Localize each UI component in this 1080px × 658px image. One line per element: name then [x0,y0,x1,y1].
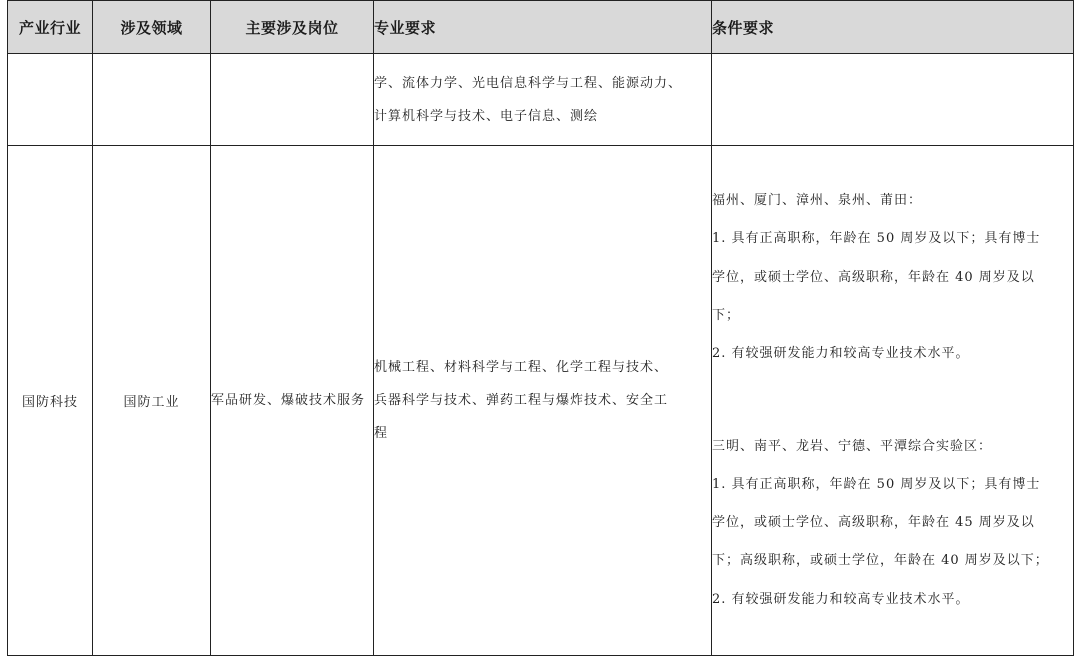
table-row-defense [8,146,1074,656]
table-header-row [8,1,1074,54]
major-line: 机械工程、材料科学与工程、化学工程与技术、 [374,360,669,375]
conditions-line: 下；高级职称，或硕士学位，年龄在 40 周岁及以下； [712,553,1049,569]
header-positions: 主要涉及岗位 [211,1,374,54]
conditions-line: 学位，或硕士学位、高级职称，年龄在 40 周岁及以 [712,269,1035,285]
conditions-group-inland [712,428,1073,619]
cell-industry-empty [8,54,93,146]
header-major: 专业要求 [374,1,712,54]
conditions-line: 2. 有较强研发能力和较高专业技术水平。 [712,346,970,362]
major-line: 兵器科学与技术、弹药工程与爆炸技术、安全工 [374,393,669,408]
major-line: 程 [374,426,389,441]
cell-field: 国防工业 [93,146,211,656]
cell-conditions-empty [712,54,1074,146]
cell-positions: 军品研发、爆破技术服务 [211,146,374,656]
cell-conditions [712,146,1074,656]
paragraph-gap [712,374,1073,428]
cell-industry: 国防科技 [8,146,93,656]
conditions-line: 1. 具有正高职称，年龄在 50 周岁及以下；具有博士 [712,231,1041,247]
table-row-continued [8,54,1074,146]
talent-requirements-table [7,0,1074,656]
conditions-line: 下； [712,307,741,323]
header-industry: 产业行业 [8,1,93,54]
header-conditions: 条件要求 [712,1,1074,54]
conditions-line: 2. 有较强研发能力和较高专业技术水平。 [712,591,970,607]
major-line: 计算机科学与技术、电子信息、测绘 [374,108,599,124]
conditions-line: 学位，或硕士学位、高级职称，年龄在 45 周岁及以 [712,515,1035,531]
cell-positions-empty [211,54,374,146]
conditions-group-coastal [712,182,1073,373]
cell-major [374,146,712,656]
conditions-region: 三明、南平、龙岩、宁德、平潭综合实验区： [712,438,993,454]
major-line: 学、流体力学、光电信息科学与工程、能源动力、 [374,75,683,91]
cell-field-empty [93,54,211,146]
header-field: 涉及领域 [93,1,211,54]
conditions-line: 1. 具有正高职称，年龄在 50 周岁及以下；具有博士 [712,476,1041,492]
cell-major-continued [374,54,712,146]
conditions-region: 福州、厦门、漳州、泉州、莆田： [712,193,923,209]
